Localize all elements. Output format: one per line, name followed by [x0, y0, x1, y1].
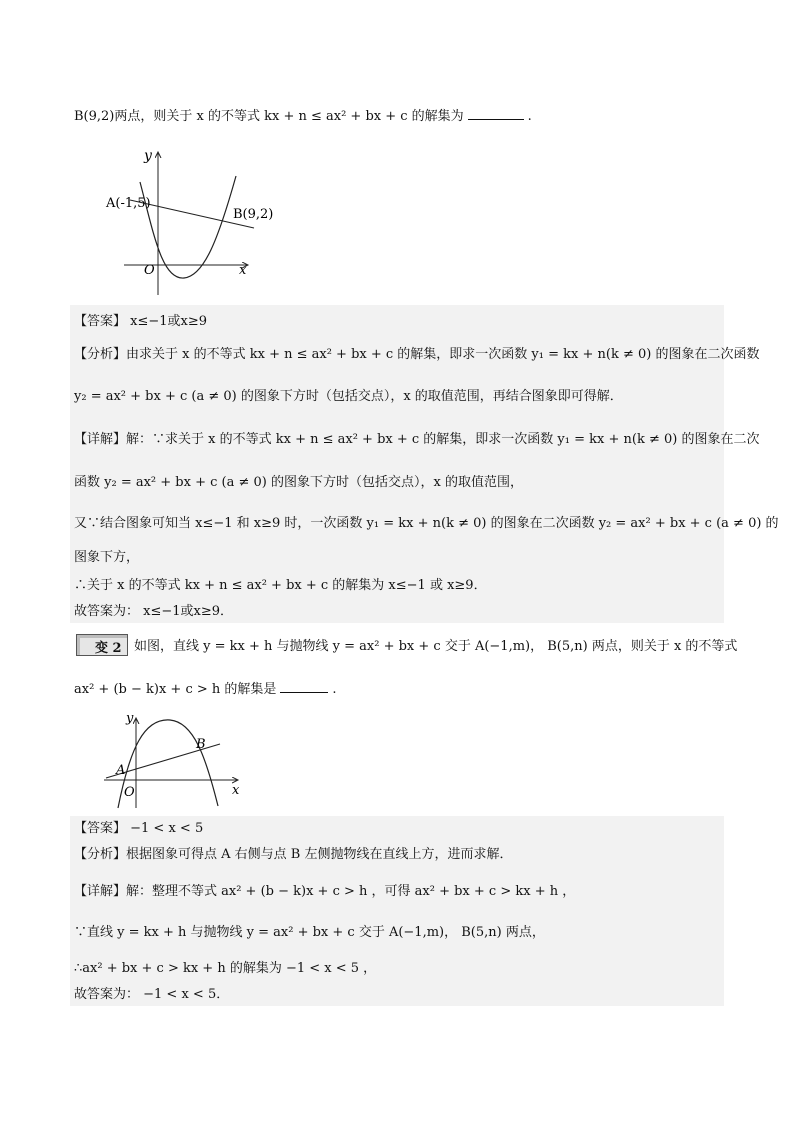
answer1-detail-6: 故答案为： x≤−1或x≥9．: [74, 604, 234, 619]
graph2-point-b-label: B: [196, 737, 206, 752]
answer1-analysis-1: 【分析】由求关于 x 的不等式 kx + n ≤ ax² + bx + c 的解集，即求一次函数 y₁ = kx + n(k ≠ 0) 的图象在二次函数: [74, 347, 760, 362]
answer2-answer: 【答案】 −1 < x < 5: [74, 821, 204, 836]
graph1-origin-label: O: [144, 263, 155, 278]
graph1-point-a-label: A(-1,5): [106, 196, 151, 211]
answer2-detail-4: 故答案为： −1 < x < 5．: [74, 987, 230, 1002]
problem1-statement: [74, 107, 532, 126]
graph2-y-label: y: [126, 711, 134, 726]
answer1-detail-1: 【详解】解：∵求关于 x 的不等式 kx + n ≤ ax² + bx + c 的解集，即求一次函数 y₁ = kx + n(k ≠ 0) 的图象在二次: [74, 432, 760, 447]
graph1: [96, 140, 276, 300]
answer2-detail-2: ∵直线 y = kx + h 与抛物线 y = ax² + bx + c 交于 A(−1,m)， B(5,n) 两点，: [74, 925, 545, 940]
graph1-point-b-label: B(9,2): [233, 207, 274, 222]
answer1-analysis-2: y₂ = ax² + bx + c (a ≠ 0) 的图象下方时（包括交点），x 的取值范围，再结合图象即可得解．: [74, 389, 623, 404]
graph2-point-a-label: A: [116, 763, 126, 778]
graph1-x-label: x: [239, 263, 247, 278]
graph2-x-label: x: [232, 783, 240, 798]
answer2-analysis: 【分析】根据图象可得点 A 右侧与点 B 左侧抛物线在直线上方，进而求解．: [74, 847, 513, 862]
answer1-detail-5: ∴关于 x 的不等式 kx + n ≤ ax² + bx + c 的解集为 x≤−1 或 x≥9．: [74, 578, 487, 593]
answer1-detail-3: 又∵结合图象可知当 x≤−1 和 x≥9 时，一次函数 y₁ = kx + n(k ≠ 0) 的图象在二次函数 y₂ = ax² + bx + c (a ≠ 0) 的: [74, 516, 779, 531]
problem1-end: .: [527, 109, 532, 124]
variant2-end: .: [332, 682, 337, 697]
variant-badge: [76, 634, 128, 656]
answer2-detail-3: ∴ax² + bx + c > kx + h 的解集为 −1 < x < 5 ，: [74, 961, 377, 976]
answer-blank: [468, 107, 524, 120]
graph1-y-label: y: [144, 148, 152, 164]
variant2-line1: 如图，直线 y = kx + h 与抛物线 y = ax² + bx + c 交于 A(−1,m)， B(5,n) 两点，则关于 x 的不等式: [134, 639, 738, 654]
variant-badge-label: 变 2: [95, 641, 122, 656]
problem1-text: B(9,2)两点，则关于 x 的不等式 kx + n ≤ ax² + bx + c 的解集为: [74, 109, 464, 124]
graph2-origin-label: O: [124, 785, 135, 800]
answer1-answer: 【答案】 x≤−1或x≥9: [74, 314, 208, 329]
graph2: [100, 708, 250, 812]
variant2-line2-wrap: [74, 680, 337, 699]
answer2-detail-1: 【详解】解：整理不等式 ax² + (b − k)x + c > h ，可得 ax² + bx + c > kx + h ，: [74, 884, 576, 899]
answer1-detail-4: 图象下方，: [74, 550, 140, 565]
answer1-detail-2: 函数 y₂ = ax² + bx + c (a ≠ 0) 的图象下方时（包括交点），x 的取值范围，: [74, 475, 523, 490]
variant2-answer-blank: [280, 680, 328, 693]
variant2-line2: ax² + (b − k)x + c > h 的解集是: [74, 682, 277, 697]
